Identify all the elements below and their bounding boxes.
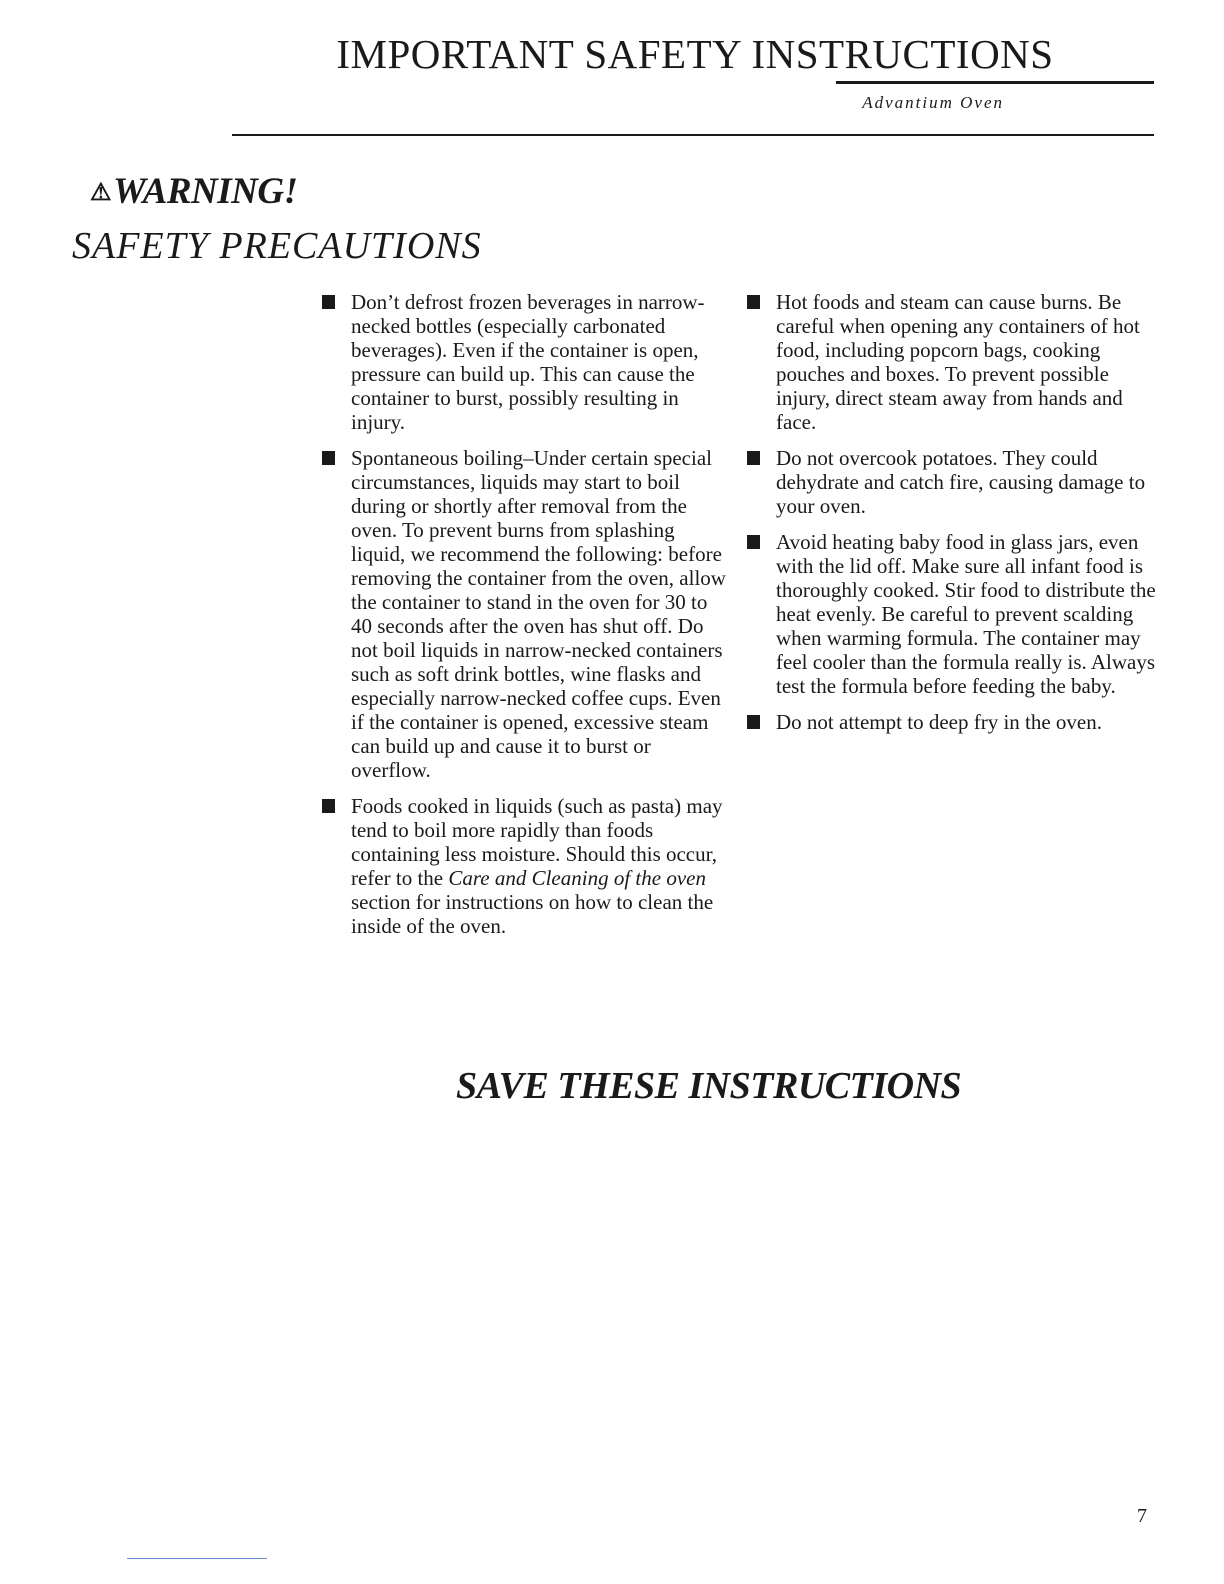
bullet-square-icon <box>322 295 335 309</box>
list-item-text: Foods cooked in liquids (such as pasta) may tend to boil more rapidly than foods containing less moisture. Should this occur, refer to the <box>351 794 723 890</box>
bullet-square-icon <box>747 451 760 465</box>
list-item <box>322 446 732 782</box>
section-title: SAFETY PRECAUTIONS <box>72 225 482 267</box>
list-item-text: Don’t defrost frozen beverages in narrow-necked bottles (especially carbonated beverages). Even if the container is open, pressure can build up. This can cause the container to burst, possibly resulting in injury. <box>351 290 705 434</box>
page-title: IMPORTANT SAFETY INSTRUCTIONS <box>336 31 1054 77</box>
left-column <box>322 290 732 950</box>
care-cleaning-reference: Care and Cleaning of the oven <box>448 866 706 890</box>
list-item <box>322 290 732 434</box>
warning-label: WARNING! <box>113 171 298 212</box>
warning-heading <box>90 170 297 213</box>
list-item-text: Avoid heating baby food in glass jars, even with the lid off. Make sure all infant food is thoroughly cooked. Stir food to distribute the heat evenly. Be careful to prevent scalding when warming formula. The container may feel cooler than the formula really is. Always test the formula before feeding the baby. <box>776 530 1156 698</box>
list-item <box>322 794 732 938</box>
page-subtitle: Advantium Oven <box>862 93 1004 112</box>
list-item-text: section for instructions on how to clean the inside of the oven. <box>351 890 714 938</box>
save-instructions-heading: SAVE THESE INSTRUCTIONS <box>456 1065 962 1107</box>
header-rule-short <box>836 81 1154 84</box>
page-number: 7 <box>1137 1505 1147 1527</box>
list-item <box>747 290 1162 434</box>
list-item-text: Do not attempt to deep fry in the oven. <box>776 710 1103 734</box>
list-item <box>747 710 1162 734</box>
bullet-square-icon <box>747 295 760 309</box>
list-item-text: Spontaneous boiling–Under certain special circumstances, liquids may start to boil during or shortly after removal from the oven. To prevent burns from splashing liquid, we recommend the following: before removing the container from the oven, allow the container to stand in the oven for 30 to 40 seconds after the oven has shut off. Do not boil liquids in narrow-necked containers such as soft drink bottles, wine flasks and especially narrow-necked coffee cups. Even if the container is opened, excessive steam can build up and cause it to burst or overflow. <box>351 446 726 782</box>
list-item-text: Hot foods and steam can cause burns. Be careful when opening any containers of hot food, including popcorn bags, cooking pouches and boxes. To prevent possible injury, direct steam away from hands and face. <box>776 290 1140 434</box>
list-item <box>747 446 1162 518</box>
footer-rule <box>127 1558 267 1559</box>
bullet-square-icon <box>322 799 335 813</box>
list-item-text: Do not overcook potatoes. They could dehydrate and catch fire, causing damage to your oven. <box>776 446 1146 518</box>
right-column <box>747 290 1162 746</box>
bullet-square-icon <box>747 535 760 549</box>
list-item <box>747 530 1162 698</box>
header-rule-long <box>232 134 1154 136</box>
bullet-square-icon <box>747 715 760 729</box>
warning-triangle-icon: ⚠ <box>90 180 112 206</box>
bullet-square-icon <box>322 451 335 465</box>
